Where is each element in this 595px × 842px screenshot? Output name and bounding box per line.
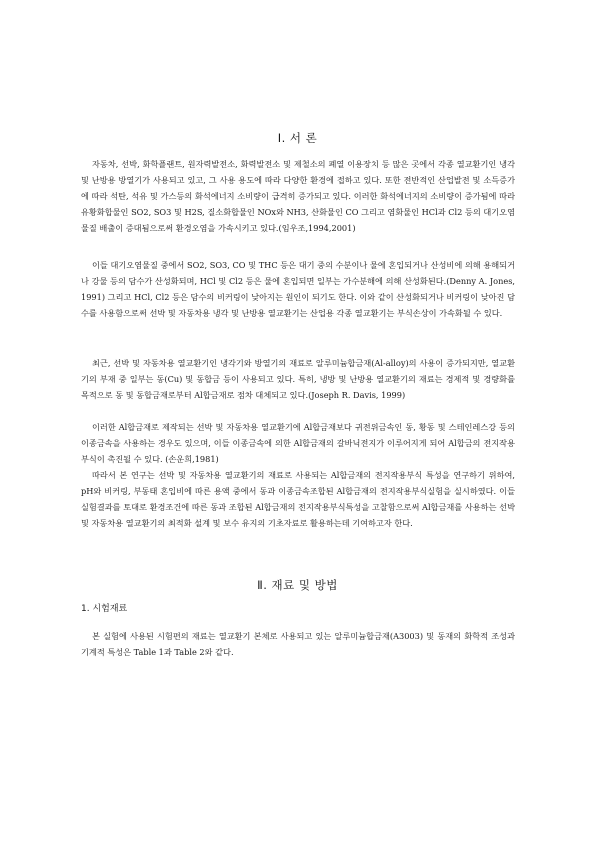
intro-paragraph-3: 최근, 선박 및 자동차용 열교환기인 냉각기와 방열기의 재료로 알루미늄합금재(Al-alloy)의 사용이 증가되지만, 열교환기의 부재 중 일부는 동(Cu) 및 동합금 등이 사용되고 있다. 특히, 냉방 및 난방용 열교환기의 재료는 경제적 및 경량화를 목적으로 동 및 동합금재로부터 Al합금재로 점차 대체되고 있다.(Joseph R. Davis, 1999) (81, 358, 515, 400)
intro-paragraph-1: 자동차, 선박, 화학플랜트, 원자력발전소, 화력발전소 및 제철소의 폐열 이용장치 등 많은 곳에서 각종 열교환기인 냉각 및 난방용 방열기가 사용되고 있고, 그 사용 용도에 따라 다양한 환경에 접하고 있다. 또한 전반적인 산업발전 및 소득증가에 따라 석탄, 석유 및 가스등의 화석에너지 소비량이 급격히 증가되고 있다. 이러한 화석에너지의 소비량이 증가됨에 따라 유황화합물인 SO2, SO3 및 H2S, 질소화합물인 NOx와 NH3, 산화물인 CO 그리고 염화물인 HCl과 Cl2 등의 대기오염물질 배출이 증대됨으로써 환경오염을 가속시키고 있다.(임우조,1994,2001) (81, 159, 515, 233)
section-1-title: Ⅰ. 서 론 (277, 131, 318, 145)
intro-paragraph-4: 이러한 Al합금재로 제작되는 선박 및 자동차용 열교환기에 Al합금재보다 귀전위금속인 동, 황동 및 스테인레스강 등의 이종금속을 사용하는 경우도 있으며, 이들 이종금속에 의한 Al합금재의 갈바닉전지가 이루어지게 되어 Al합금의 전지작용부식이 촉진될 수 있다. (손운희,1981) (81, 422, 515, 464)
materials-paragraph: 본 실험에 사용된 시험편의 재료는 열교환기 본체로 사용되고 있는 알루미늄합금재(A3003) 및 동재의 화학적 조성과 기계적 특성은 Table 1과 Table 2와 같다. (81, 631, 515, 657)
section-2-title: Ⅱ. 재료 및 방법 (257, 578, 338, 592)
intro-paragraph-5: 따라서 본 연구는 선박 및 자동차용 열교환기의 재료로 사용되는 Al합금재의 전지작용부식 특성을 연구하기 위하여, pH와 비커링, 부동태 혼입비에 따른 용액 중에서 동과 이종금속조합된 Al합금재의 전지작용부식실험을 실시하였다. 이들 실험결과를 토대로 환경조건에 따른 동과 조합된 Al합금재의 전지작용부식특성을 고찰함으로써 Al합금재를 사용하는 선박 및 자동차용 열교환기의 최적화 설계 및 보수 유지의 기초자료로 활용하는데 기여하고자 한다. (81, 470, 515, 528)
intro-paragraph-2: 이들 대기오염물질 중에서 SO2, SO3, CO 및 THC 등은 대기 중의 수분이나 물에 혼입되거나 산성비에 의해 용해되거나 강물 등의 담수가 산성화되며, HCl 및 Cl2 등은 물에 혼입되면 일부는 가수분해에 의해 산성화된다.(Denny A. Jones, 1991) 그리고 HCl, Cl2 등은 담수의 비커링이 낮아지는 원인이 되기도 한다. 이와 같이 산성화되거나 비커링이 낮아진 담수를 사용함으로써 선박 및 자동차용 냉각 및 난방용 열교환기는 산업용 각종 열교환기는 부식손상이 가속화될 수 있다. (81, 260, 515, 318)
subsection-title: 1. 시험재료 (81, 604, 128, 614)
